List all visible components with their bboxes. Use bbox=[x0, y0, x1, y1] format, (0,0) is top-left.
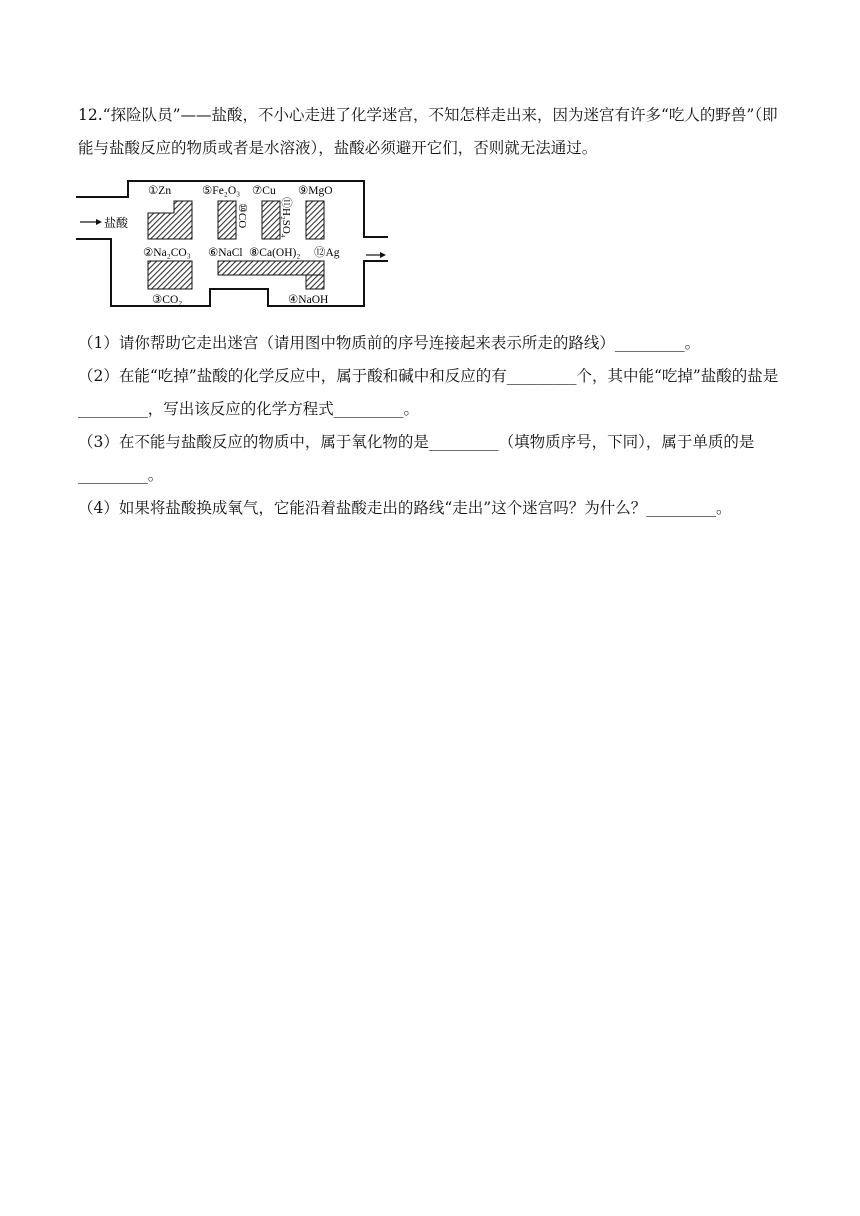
entry-arrow bbox=[80, 219, 102, 225]
entry-label: 盐酸 bbox=[104, 216, 129, 230]
label-na2co3: ②Na₂CO₃ bbox=[143, 247, 191, 259]
maze-blocks bbox=[148, 201, 324, 289]
block-naoh bbox=[306, 275, 324, 289]
label-co: ⑩CO bbox=[236, 203, 248, 229]
maze-diagram bbox=[76, 177, 388, 322]
maze-walls bbox=[76, 181, 388, 306]
question-part-2: （2）在能“吃掉”盐酸的化学反应中，属于酸和碱中和反应的有_________个，其中能“吃掉”盐酸的盐是_________，写出该反应的化学方程式_________。 bbox=[78, 367, 779, 418]
exit-arrow bbox=[366, 252, 386, 258]
block-zn bbox=[148, 201, 192, 239]
block-na2co3 bbox=[148, 261, 192, 289]
label-h2so4: ⑪H₂SO₄ bbox=[280, 197, 292, 238]
label-cu: ⑦Cu bbox=[252, 185, 276, 197]
block-long-bar bbox=[218, 261, 324, 275]
label-ag: ⑫Ag bbox=[314, 247, 340, 259]
label-caoh2: ⑧Ca(OH)₂ bbox=[249, 247, 301, 259]
label-nacl: ⑥NaCl bbox=[208, 247, 243, 259]
question-part-1: （1）请你帮助它走出迷宫（请用图中物质前的序号连接起来表示所走的路线）_________。 bbox=[78, 334, 701, 352]
label-co2: ③CO₂ bbox=[152, 294, 183, 306]
label-mgo: ⑨MgO bbox=[298, 185, 333, 197]
question-intro: 12.“探险队员”——盐酸，不小心走进了化学迷宫，不知怎样走出来，因为迷宫有许多“吃人的野兽”（即能与盐酸反应的物质或者是水溶液），盐酸必须避开它们，否则就无法通过。 bbox=[78, 106, 778, 157]
question-part-4: （4）如果将盐酸换成氧气，它能沿着盐酸走出的路线“走出”这个迷宫吗？为什么？_________。 bbox=[78, 499, 732, 517]
block-cu bbox=[262, 201, 280, 239]
label-zn: ①Zn bbox=[148, 185, 172, 197]
block-fe2o3 bbox=[218, 201, 236, 239]
label-fe2o3: ⑤Fe₂O₃ bbox=[202, 185, 241, 197]
question-part-3: （3）在不能与盐酸反应的物质中，属于氧化物的是_________（填物质序号，下同），属于单质的是_________。 bbox=[78, 433, 755, 484]
block-mgo bbox=[306, 201, 324, 239]
label-naoh: ④NaOH bbox=[288, 294, 329, 306]
